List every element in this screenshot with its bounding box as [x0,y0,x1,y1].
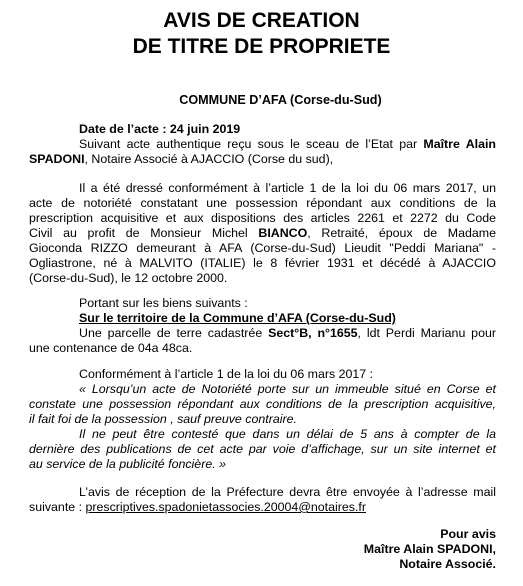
para2-line4-rest: , Retraité, époux de Madame [307,226,496,240]
prefecture-email-link[interactable]: prescriptives.spadonietassocies.20004@notaires.fr [85,500,366,514]
para1-line2 [29,152,333,167]
para4-line7: au service de la publicité foncière. » [29,457,226,471]
para4-line6: dernière des publications de cet acte par voie d’affichage, sur un site internet et [29,442,496,456]
commune-heading: COMMUNE D’AFA (Corse-du-Sud) [179,93,382,107]
para2-line4 [29,226,496,241]
para2-line5: Gioconda RIZZO demeurant à AFA (Corse-du-Sud) Lieudit "Peddi Mariana" - [29,241,496,255]
notary-name-part1: Maître Alain [423,137,496,151]
parcel-reference: Sect°B, n°1655 [268,326,358,340]
signature-line3: Notaire Associé. [399,557,496,571]
para1-line1-text: Suivant acte authentique reçu sous le sceau de l’Etat par [79,137,424,151]
territory-heading: Sur le territoire de la Commune d’AFA (Corse-du-Sud) [79,311,396,325]
para3-line1: Portant sur les biens suivants : [79,296,248,310]
para5-line2-text: suivante : [29,500,86,514]
owner-surname: BIANCO [258,226,308,240]
para5-line2 [29,500,366,515]
act-date: Date de l’acte : 24 juin 2019 [79,122,241,136]
para3-line3-rest: , ldt Perdi Marianu pour [357,326,496,340]
para3-line4: une contenance de 04a 48ca. [29,341,193,355]
para3-line3 [79,326,496,341]
title-line-1: AVIS DE CREATION [163,9,360,32]
para2-line2: acte de notoriété constatant une possession répondant aux conditions de la [29,196,496,210]
para1-line1 [79,137,496,152]
para3-line3-text: Une parcelle de terre cadastrée [79,326,269,340]
para5-line1: L’avis de réception de la Préfecture devra être envoyée à l’adresse mail [79,485,496,499]
para2-line7: (Corse-du-Sud), le 12 octobre 2000. [29,271,228,285]
para4-line4: il fait foi de la possession , sauf preuve contraire. [29,412,297,426]
para1-line2-text: , Notaire Associé à AJACCIO (Corse du sud), [84,152,334,166]
para2-line6: Ogliastrone, né à MALVITO (ITALIE) le 8 février 1931 et décédé à AJACCIO [29,256,496,270]
para4-line3: constate une possession répondant aux conditions de la prescription acquisitive, [29,397,496,411]
para2-line4-text: Civil au profit de Monsieur Michel [29,226,259,240]
signature-line1: Pour avis [440,527,496,541]
para2-line3: prescription acquisitive et aux dispositions des articles 2261 et 2272 du Code [29,211,496,225]
para4-line5: Il ne peut être contesté que dans un délai de 5 ans à compter de la [79,427,496,441]
notary-name-part2: SPADONI [29,152,85,166]
para2-line1: Il a été dressé conformément à l’article 1 de la loi du 06 mars 2017, un [79,181,496,195]
signature-line2: Maître Alain SPADONI, [363,542,496,556]
para4-line1: Conformément à l’article 1 de la loi du 06 mars 2017 : [79,367,374,381]
title-line-2: DE TITRE DE PROPRIETE [132,35,391,58]
para4-line2: « Lorsqu’un acte de Notoriété porte sur un immeuble situé en Corse et [79,382,496,396]
